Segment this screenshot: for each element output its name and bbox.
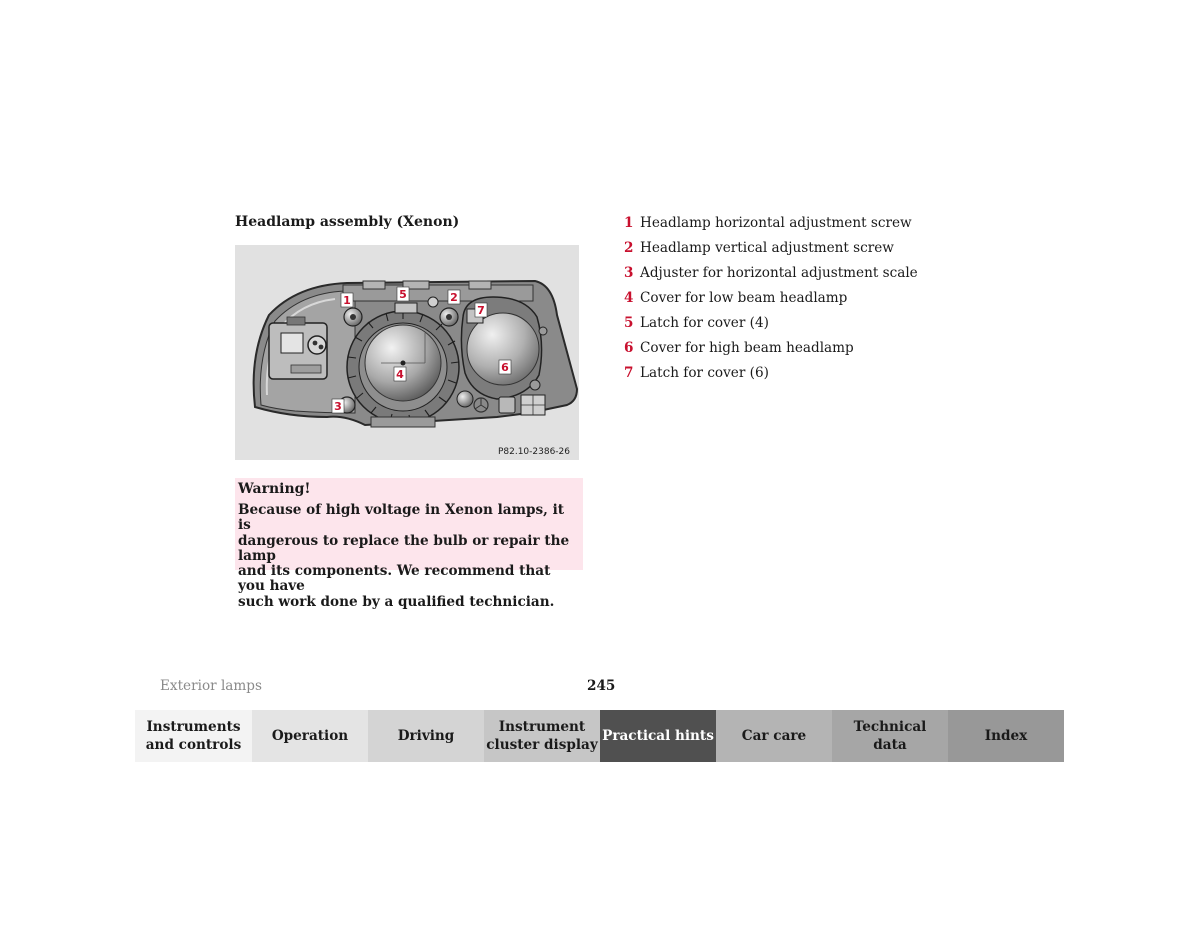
legend-item	[624, 314, 918, 339]
legend-text: Cover for high beam headlamp	[640, 340, 854, 356]
legend-item	[624, 214, 918, 239]
legend-item	[624, 339, 918, 364]
warning-line: such work done by a qualified technician.	[238, 593, 555, 610]
tab-label: Technical	[853, 719, 927, 735]
warning-line: Because of high voltage in Xenon lamps, it is	[238, 502, 565, 534]
callout-1	[341, 293, 353, 307]
legend-item	[624, 364, 918, 389]
tab-label: Index	[984, 728, 1028, 744]
legend-number: 1	[624, 215, 634, 231]
callout-5	[397, 287, 409, 301]
chapter-nav	[135, 710, 1064, 762]
figure-code: P82.10-2386-26	[497, 447, 570, 457]
legend-number: 5	[624, 315, 634, 331]
tab-label: Driving	[397, 728, 455, 744]
legend-text: Adjuster for horizontal adjustment scale	[640, 265, 918, 281]
tab-practical-hints[interactable]	[600, 710, 716, 762]
tab-index[interactable]	[948, 710, 1064, 762]
warning-title: Warning!	[238, 481, 311, 497]
legend-text: Headlamp vertical adjustment screw	[640, 240, 894, 256]
legend-number: 4	[624, 290, 634, 306]
tab-label: Car care	[741, 728, 807, 744]
tab-instruments-and-controls[interactable]	[135, 710, 252, 762]
warning-box	[235, 478, 583, 610]
legend-number: 2	[624, 240, 634, 256]
legend-item	[624, 239, 918, 264]
legend-number: 7	[624, 365, 634, 381]
callout-3	[332, 399, 344, 413]
warning-text	[238, 503, 578, 610]
legend-item	[624, 289, 918, 314]
tab-label: Instrument	[498, 719, 586, 735]
tab-technical-data[interactable]	[832, 710, 948, 762]
callout-2	[448, 290, 460, 304]
headlamp-figure	[235, 245, 579, 460]
svg-text:3: 3	[334, 400, 342, 413]
callout-4	[394, 367, 406, 381]
section-title: Headlamp assembly (Xenon)	[235, 214, 460, 230]
tab-label: data	[873, 737, 907, 753]
tab-label: Instruments	[146, 719, 241, 735]
legend-item	[624, 264, 918, 289]
legend-number: 6	[624, 340, 634, 356]
svg-text:2: 2	[450, 291, 458, 304]
tab-driving[interactable]	[368, 710, 484, 762]
tab-label: Practical hints	[602, 728, 714, 744]
callout-7	[475, 303, 487, 317]
svg-text:5: 5	[399, 288, 407, 301]
legend-number: 3	[624, 265, 634, 281]
tab-operation[interactable]	[252, 710, 368, 762]
tab-instrument-cluster-display[interactable]	[484, 710, 600, 762]
headlamp-illustration	[235, 245, 579, 460]
footer-section-name: Exterior lamps	[160, 678, 262, 694]
legend-text: Cover for low beam headlamp	[640, 290, 848, 306]
tab-label: and controls	[145, 737, 242, 753]
legend-text: Headlamp horizontal adjustment screw	[640, 215, 912, 231]
callout-legend	[624, 214, 918, 389]
legend-text: Latch for cover (6)	[640, 365, 769, 381]
svg-text:1: 1	[343, 294, 351, 307]
tab-car-care[interactable]	[716, 710, 832, 762]
page-number: 245	[587, 678, 616, 694]
tab-label: cluster display	[486, 737, 598, 753]
svg-text:7: 7	[477, 304, 485, 317]
callout-6	[499, 360, 511, 374]
warning-line: and its components. We recommend that you have	[238, 563, 551, 595]
svg-text:6: 6	[501, 361, 509, 374]
svg-text:4: 4	[396, 368, 404, 381]
warning-line: dangerous to replace the bulb or repair the lamp	[238, 532, 570, 564]
tab-label: Operation	[271, 728, 349, 744]
legend-text: Latch for cover (4)	[640, 315, 769, 331]
